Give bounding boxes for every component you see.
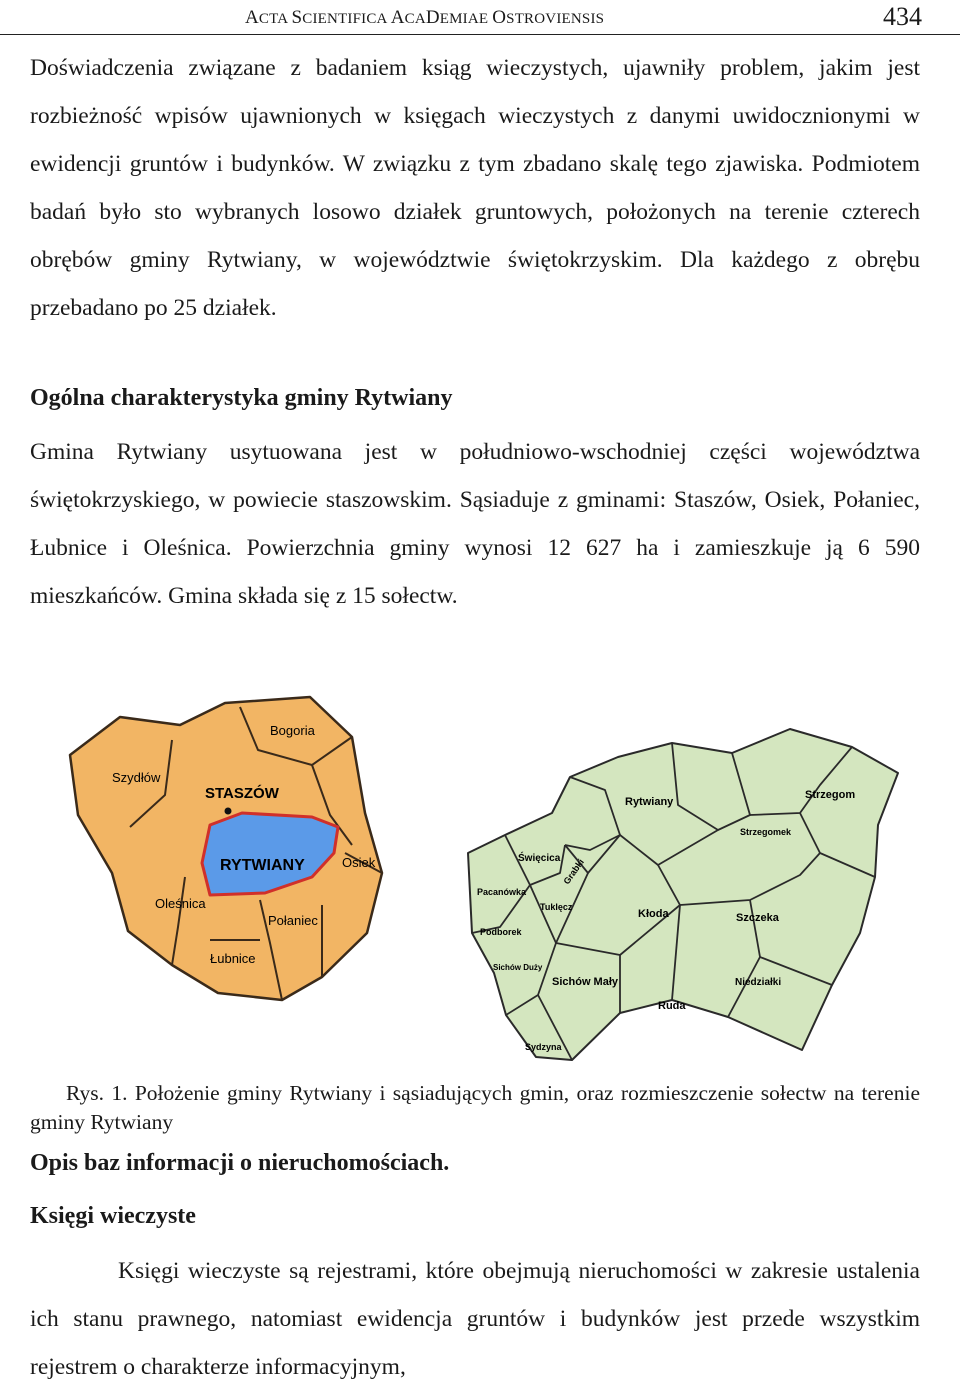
map-label-staszow: STASZÓW bbox=[205, 785, 279, 802]
characteristics-paragraph: Gmina Rytwiany usytuowana jest w południowo-wschodniej części województwa świętokrzyskiego, w powiecie staszowskim. Sąsiaduje z gminami: Staszów, Osiek, Połaniec, Łubnice i Oleśnica. Powierzchnia gminy wynosi 12 627 ha i zamieszkuje ją 6 590 mieszkańców. Gmina składa się z 15 sołectw. bbox=[30, 439, 920, 609]
map-label-bogoria: Bogoria bbox=[270, 723, 315, 738]
section-heading-characteristics: Ogólna charakterystyka gminy Rytwiany bbox=[30, 385, 453, 411]
map-label-sichow-duzy: Sichów Duży bbox=[493, 963, 543, 972]
journal-title: ACTA SCIENTIFICA ACADEMIAE OSTROVIENSIS bbox=[245, 7, 605, 28]
map-label-podborek: Podborek bbox=[480, 927, 522, 937]
map-label-sichow-maly: Sichów Mały bbox=[552, 976, 619, 988]
map-label-strzegomek: Strzegomek bbox=[740, 827, 792, 837]
left-region-map bbox=[60, 695, 900, 1065]
map-label-szczeka: Szczeka bbox=[736, 912, 779, 924]
page-number: 434 bbox=[883, 2, 922, 31]
staszow-town-marker bbox=[225, 808, 232, 815]
running-header bbox=[0, 0, 960, 35]
figure-maps bbox=[60, 695, 900, 1065]
intro-paragraph: Doświadczenia związane z badaniem ksiąg wieczystych, ujawniły problem, jakim jest rozbieżność wpisów ujawnionych w księgach wieczystych z danymi uwidocznionymi w ewidencji gruntów i budynków. W związku z tym zbadano skalę tego zjawiska. Podmiotem badań było sto wybranych losowo działek gruntowych, położonych na terenie czterech obrębów gminy Rytwiany, w województwie świętokrzyskim. Dla każdego z obrębu przebadano po 25 działek. bbox=[30, 55, 920, 321]
map-label-szydlow: Szydłów bbox=[112, 770, 161, 785]
right-solectwa-map bbox=[468, 729, 898, 1060]
map-label-rytwiany: RYTWIANY bbox=[220, 857, 305, 874]
land-registers-paragraph: Księgi wieczyste są rejestrami, które obejmują nieruchomości w zakresie ustalenia ich stanu prawnego, natomiast ewidencja gruntów i budynków jest przede wszystkim rejestrem o charakterze informacyjnym, bbox=[30, 1258, 920, 1380]
section-heading-databases: Opis baz informacji o nieruchomościach. bbox=[30, 1150, 450, 1176]
map-label-ruda: Ruda bbox=[658, 1000, 686, 1012]
map-label-strzegom: Strzegom bbox=[805, 789, 856, 801]
map-label-kloda: Kłoda bbox=[638, 908, 669, 920]
map-label-rytwiany: Rytwiany bbox=[625, 796, 674, 808]
map-label-polaniec: Połaniec bbox=[268, 913, 318, 928]
section-heading-land-registers: Księgi wieczyste bbox=[30, 1203, 196, 1229]
map-label-swiecica: Święcica bbox=[518, 853, 561, 864]
map-label-lubnice: Łubnice bbox=[210, 951, 256, 966]
map-label-pacanowka: Pacanówka bbox=[477, 887, 527, 897]
map-label-sydzyna: Sydzyna bbox=[525, 1042, 562, 1052]
map-label-tuklecz: Tuklęcz bbox=[540, 902, 573, 912]
map-label-grabki: Grabki bbox=[561, 857, 586, 887]
map-label-osiek: Osiek bbox=[342, 855, 376, 870]
map-label-niedzialki: Niedziałki bbox=[735, 977, 782, 988]
figure-caption: Rys. 1. Położenie gminy Rytwiany i sąsiadujących gmin, oraz rozmieszczenie sołectw na terenie gminy Rytwiany bbox=[30, 1081, 920, 1134]
map-label-olesnica: Oleśnica bbox=[155, 896, 206, 911]
